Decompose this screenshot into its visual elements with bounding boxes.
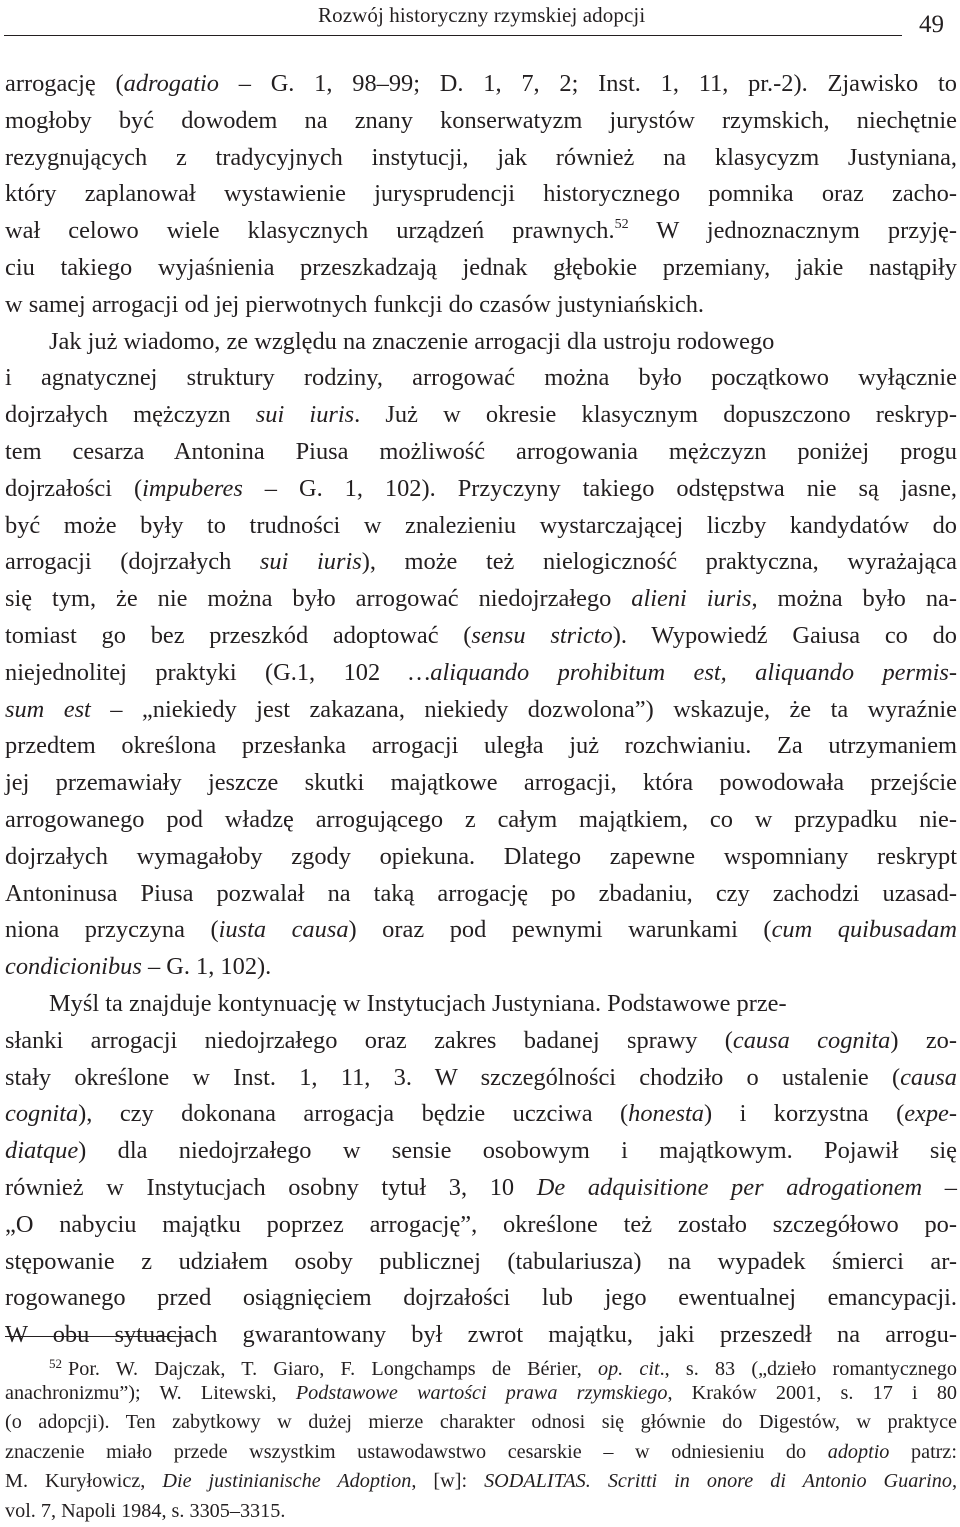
text-span: Myśl ta znajduje kontynuację w Instytucjach Justyniana. Podstawowe prze- (49, 989, 787, 1017)
text-span: wał celowo wiele klasycznych urządzeń prawnych. (5, 217, 615, 245)
italic-span: sum est (5, 695, 91, 723)
header-rule (4, 35, 902, 36)
text-line (5, 692, 957, 729)
text-line (5, 765, 957, 802)
footnote-line (5, 1379, 957, 1409)
text-line (5, 287, 957, 324)
footnote-line (5, 1408, 957, 1438)
text-span: , (951, 1470, 958, 1493)
italic-span: causa (900, 1063, 957, 1091)
italic-span: cognita (5, 1100, 79, 1128)
text-span: „O nabyciu majątku poprzez arrogację”, określone też zostało szczegółowo po- (5, 1210, 957, 1238)
italic-span: SODALITAS. Scritti in onore di Antonio Guarino (484, 1470, 952, 1493)
text-span: – G. 1, 98–99; D. 1, 7, 2; Inst. 1, 11, pr.-2). Zjawisko to (218, 70, 957, 97)
text-span: dojrzałości ( (5, 474, 143, 502)
text-span: dojrzałych wymagałoby zgody opiekuna. Dlatego zapewne wspomniany reskrypt (5, 842, 957, 870)
text-span: dojrzałych mężczyzn (5, 401, 256, 429)
text-span: arrogacji (dojrzałych (5, 548, 260, 576)
text-span: W obu sytuacjach gwarantowany był zwrot majątku, jaki przeszedł na arrogu- (5, 1321, 957, 1349)
text-line (5, 802, 957, 839)
text-line (5, 986, 957, 1023)
running-title: Rozwój historyczny rzymskiej adopcji (318, 3, 646, 27)
italic-span: diatque (5, 1137, 79, 1165)
italic-span: causa cognita (732, 1026, 891, 1054)
text-span: słanki arrogacji niedojrzałego oraz zakres badanej sprawy ( (5, 1026, 733, 1054)
italic-span: alieni iuris (631, 585, 752, 613)
text-line (5, 250, 957, 287)
footnotes (5, 1349, 957, 1527)
text-span: Antoninusa Piusa pozwalał na taką arrogację po zbadaniu, czy zachodzi uzasad- (5, 879, 957, 907)
italic-span: impuberes (142, 474, 243, 502)
text-line (5, 434, 957, 471)
text-span: – G. 1, 102). (141, 953, 272, 981)
text-line (5, 728, 957, 765)
text-span: arrogację ( (5, 70, 124, 97)
italic-span: adoptio (827, 1440, 890, 1463)
text-span: rogowanego przed osiągnięciem dojrzałości lub jego ewentualnej emancypacji. (5, 1284, 957, 1312)
italic-span: sui iuris (255, 401, 355, 429)
footnote-number: 52 (49, 1356, 62, 1371)
italic-span: sensu stricto (471, 621, 613, 649)
text-span: , można było na- (751, 585, 957, 613)
text-line (5, 544, 957, 581)
text-span: rezygnujących z tradycyjnych instytucji, jak również na klasycyzm Justyniana, (5, 143, 957, 171)
text-line (5, 1207, 957, 1244)
italic-span: honesta (628, 1100, 705, 1128)
text-span: vol. 7, Napoli 1984, s. 3305–3315. (5, 1499, 286, 1522)
italic-span: iusta causa (218, 916, 349, 944)
text-line (5, 1060, 957, 1097)
text-span: arrogowanego pod władzę arrogującego z całym majątkiem, co w przypadku nie- (5, 805, 957, 833)
text-span: , Kraków 2001, s. 17 i 80 (667, 1381, 958, 1404)
text-span: . Już w okresie klasycznym dopuszczono reskryp- (354, 401, 957, 429)
italic-span: op. cit (597, 1358, 660, 1380)
text-span: ) zo- (890, 1026, 957, 1054)
text-line (5, 618, 957, 655)
text-line (5, 876, 957, 913)
text-span: W jednoznacznym przyję- (628, 217, 957, 245)
text-line (5, 1023, 957, 1060)
page-number: 49 (919, 11, 944, 38)
text-line (5, 397, 957, 434)
footnote-line (5, 1349, 957, 1379)
text-span: ). Wypowiedź Gaiusa co do (612, 621, 957, 649)
text-line (5, 839, 957, 876)
text-span: Jak już wiadomo, ze względu na znaczenie arrogacji dla ustroju rodowego (49, 327, 775, 355)
text-span: mogłoby być dowodem na znany konserwatyzm jurystów rzymskich, niechętnie (5, 106, 957, 134)
text-span: stępowanie z udziałem osoby publicznej (tabulariusza) na wypadek śmierci ar- (5, 1247, 957, 1275)
text-line (5, 949, 957, 986)
page-header (0, 0, 960, 42)
text-line (5, 912, 957, 949)
text-span: stały określone w Inst. 1, 11, 3. W szczególności chodziło o ustalenie ( (5, 1063, 901, 1091)
body-text (5, 66, 957, 1354)
text-span: w samej arrogacji od jej pierwotnych funkcji do czasów justyniańskich. (5, 290, 705, 318)
text-span: niejednolitej praktyki (G.1, 102 (5, 658, 409, 686)
text-line (5, 581, 957, 618)
text-span: i agnatycznej struktury rodziny, arrogować można było początkowo wyłącznie (5, 364, 957, 392)
text-span: ciu takiego wyjaśnienia przeszkadzają jednak głębokie przemiany, jakie nastąpiły (5, 253, 957, 281)
text-span: – G. 1, 102). Przyczyny takiego odstępstwa nie są jasne, (242, 474, 957, 502)
text-line (5, 1096, 957, 1133)
italic-span: expe- (904, 1100, 957, 1128)
footnote-line (5, 1497, 957, 1527)
text-line (5, 324, 957, 361)
text-span: (o adopcji). Ten zabytkowy w dużej mierze charakter odnosi się głównie do Digestów, w praktyce (5, 1411, 957, 1434)
text-span: ) i korzystna ( (704, 1100, 905, 1128)
footnote-ref: 52 (614, 217, 629, 233)
footnote-line (5, 1438, 957, 1468)
text-span: M. Kuryłowicz, (5, 1470, 163, 1493)
text-line (5, 213, 957, 250)
italic-span: condicionibus (5, 953, 142, 981)
footnote-rule (5, 1336, 193, 1337)
text-line (5, 360, 957, 397)
text-line (5, 1133, 957, 1170)
text-line (5, 471, 957, 508)
italic-span: Podstawowe wartości prawa rzymskiego (295, 1381, 668, 1404)
text-line (5, 1244, 957, 1281)
italic-span: …aliquando prohibitum est, aliquando permis- (408, 658, 957, 686)
text-line (5, 508, 957, 545)
italic-span: De adquisitione per adrogationem (536, 1173, 923, 1201)
italic-span: sui iuris (259, 548, 362, 576)
text-span: , [w]: (411, 1470, 485, 1493)
text-line (5, 103, 957, 140)
text-line (5, 176, 957, 213)
text-span: być może były to trudności w znalezieniu wystarczającej liczby kandydatów do (5, 511, 957, 539)
text-span: ), może też nielogiczność praktyczna, wyrażająca (361, 548, 957, 576)
text-span: – (922, 1173, 957, 1201)
text-line (5, 66, 957, 103)
text-span: jej przemawiały jeszcze skutki majątkowe arrogacji, która powodowała przejście (5, 769, 957, 797)
text-span: Por. W. Dajczak, T. Giaro, F. Longchamps de Bérier, (68, 1358, 598, 1380)
text-span: który zaplanował wystawienie jurysprudencji historycznego pomnika oraz zacho- (5, 180, 957, 208)
text-span: ., s. 83 („dzieło romantycznego (659, 1358, 957, 1380)
text-span: tem cesarza Antonina Piusa możliwość arrogowania mężczyzn poniżej progu (5, 437, 957, 465)
text-span: niona przyczyna ( (5, 916, 219, 944)
text-span: patrz: (889, 1440, 957, 1463)
text-span: ), czy dokonana arrogacja będzie uczciwa ( (78, 1100, 629, 1128)
italic-span: adrogatio (123, 70, 219, 97)
text-span: się tym, że nie można było arrogować niedojrzałego (5, 585, 632, 613)
text-line (5, 655, 957, 692)
italic-span: cum quibusadam (771, 916, 957, 944)
text-span: – „niekiedy jest zakazana, niekiedy dozwolona”) wskazuje, że ta wyraźnie (90, 695, 957, 723)
text-span: ) dla niedojrzałego w sensie osobowym i majątkowym. Pojawił się (78, 1137, 957, 1165)
text-span: ) oraz pod pewnymi warunkami ( (348, 916, 772, 944)
text-line (5, 1170, 957, 1207)
text-span: anachronizmu”); W. Litewski, (5, 1381, 296, 1404)
text-line (5, 1280, 957, 1317)
text-span: przedtem określona przesłanka arrogacji uległa już rozchwianiu. Za utrzymaniem (5, 732, 957, 760)
text-span: znaczenie miało przede wszystkim ustawodawstwo cesarskie – w odniesieniu do (5, 1440, 828, 1463)
text-line (5, 140, 957, 177)
footnote-line (5, 1467, 957, 1497)
text-span: również w Instytucjach osobny tytuł 3, 10 (5, 1173, 537, 1201)
text-span: tomiast go bez przeszkód adoptować ( (5, 621, 472, 649)
italic-span: Die justinianische Adoption (162, 1470, 412, 1493)
